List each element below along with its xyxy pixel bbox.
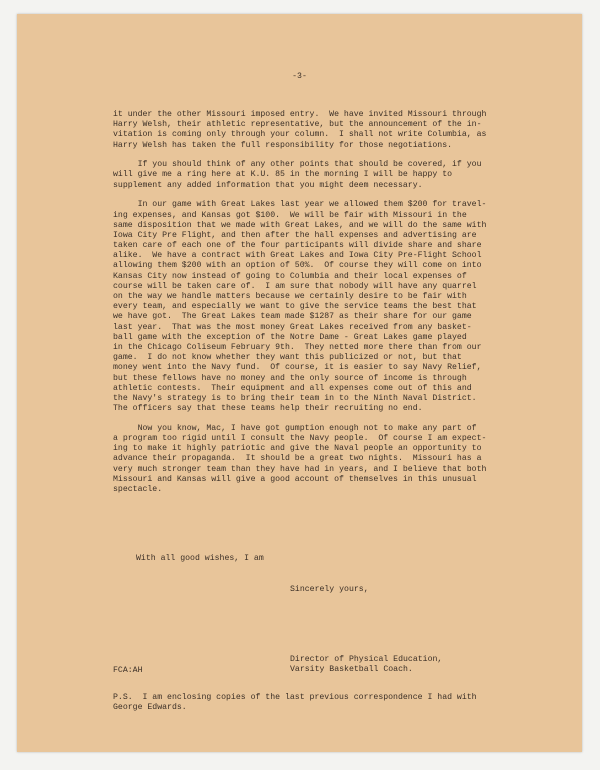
text-line: on the way we handle matters because we certainly desire to be fair with xyxy=(113,292,467,301)
signature-block xyxy=(290,655,442,675)
text-line: vitation is coming only through your column. I shall not write Columbia, as xyxy=(113,130,487,140)
text-line: in the Chicago Coliseum February 9th. They netted more there than from our xyxy=(113,342,482,352)
text-line: Now you know, Mac, I have got gumption enough not to make any part of xyxy=(113,423,477,433)
postscript-line: George Edwards. xyxy=(113,703,187,713)
text-line: game. I do not know whether they want this publicized or not, but that xyxy=(113,353,462,363)
text-line: a program too rigid until I consult the Navy people. Of course I am expect- xyxy=(113,433,487,443)
complimentary-salutation: With all good wishes, I am xyxy=(136,554,264,563)
text-line: Harry Welsh has taken the full responsibility for those negotiations. xyxy=(113,140,453,150)
text-line: course will be taken care of. I am sure that nobody will have any quarrel xyxy=(113,281,477,291)
text-line: but these fellows have no money and the only source of income is through xyxy=(113,373,467,383)
text-line: same disposition that we made with Great Lakes, and we will do the same with xyxy=(113,220,487,230)
text-line: Kansas City now instead of going to Columbia and their local expenses of xyxy=(113,271,467,281)
text-line: will give me a ring here at K.U. 85 in the morning I will be happy to xyxy=(113,170,453,180)
text-line: Missouri and Kansas will give a good account of themselves in this unusual xyxy=(113,474,477,484)
paragraph xyxy=(113,424,485,495)
text-line: every team, and especially we want to give the service teams the best that xyxy=(113,302,477,312)
text-line: we have got. The Great Lakes team made $1287 as their share for our game xyxy=(113,312,472,322)
letter-page xyxy=(17,14,582,752)
text-line: Harry Welsh, their athletic representative, but the announcement of the in- xyxy=(113,120,482,130)
text-line: ing expenses, and Kansas got $100. We will be fair with Missouri in the xyxy=(113,210,467,220)
text-line: very much stronger team than they have had in years, and I believe that both xyxy=(113,464,487,474)
signature-title-line: Director of Physical Education, xyxy=(290,655,443,664)
paragraph xyxy=(113,200,485,414)
postscript xyxy=(113,693,513,713)
text-line: spectacle. xyxy=(113,484,163,494)
paragraph xyxy=(113,110,485,151)
text-line: the Navy's strategy is to bring their team in to the Ninth Naval District. xyxy=(113,393,477,403)
text-line: alike. We have a contract with Great Lakes and Iowa City Pre-Flight School xyxy=(113,251,482,261)
text-line: allowing them $200 with an option of 50%. Of course they will come on into xyxy=(113,261,482,271)
text-line: money went into the Navy fund. Of course, it is easier to say Navy Relief, xyxy=(113,363,482,373)
text-line: advance their propaganda. It should be a great two nights. Missouri has a xyxy=(113,454,482,464)
signature-title-line: Varsity Basketball Coach. xyxy=(290,665,413,675)
closing: Sincerely yours, xyxy=(290,585,369,594)
text-line: Iowa City Pre Flight, and then after the hall expenses and advertising are xyxy=(113,230,477,240)
page-number: -3- xyxy=(292,72,307,81)
text-line: ball game with the exception of the Notre Dame - Great Lakes game played xyxy=(113,332,467,342)
text-line: last year. That was the most money Great Lakes received from any basket- xyxy=(113,322,472,332)
text-line: In our game with Great Lakes last year we allowed them $200 for travel- xyxy=(113,200,487,210)
text-line: taken care of each one of the four participants will divide share and share xyxy=(113,241,482,251)
text-line: athletic contests. Their equipment and all expenses come out of this and xyxy=(113,383,472,393)
text-line: If you should think of any other points that should be covered, if you xyxy=(113,160,482,170)
text-line: it under the other Missouri imposed entry. We have invited Missouri through xyxy=(113,110,487,119)
text-line: ing to make it highly patriotic and give the Naval people an opportunity to xyxy=(113,444,482,454)
text-line: supplement any added information that you might deem necessary. xyxy=(113,180,423,190)
reference-initials: FCA:AH xyxy=(113,666,143,675)
text-line: The officers say that these teams help their recruiting no end. xyxy=(113,404,423,414)
letter-body xyxy=(113,110,485,505)
postscript-line: P.S. I am enclosing copies of the last previous correspondence I had with xyxy=(113,693,477,702)
paragraph xyxy=(113,160,485,191)
